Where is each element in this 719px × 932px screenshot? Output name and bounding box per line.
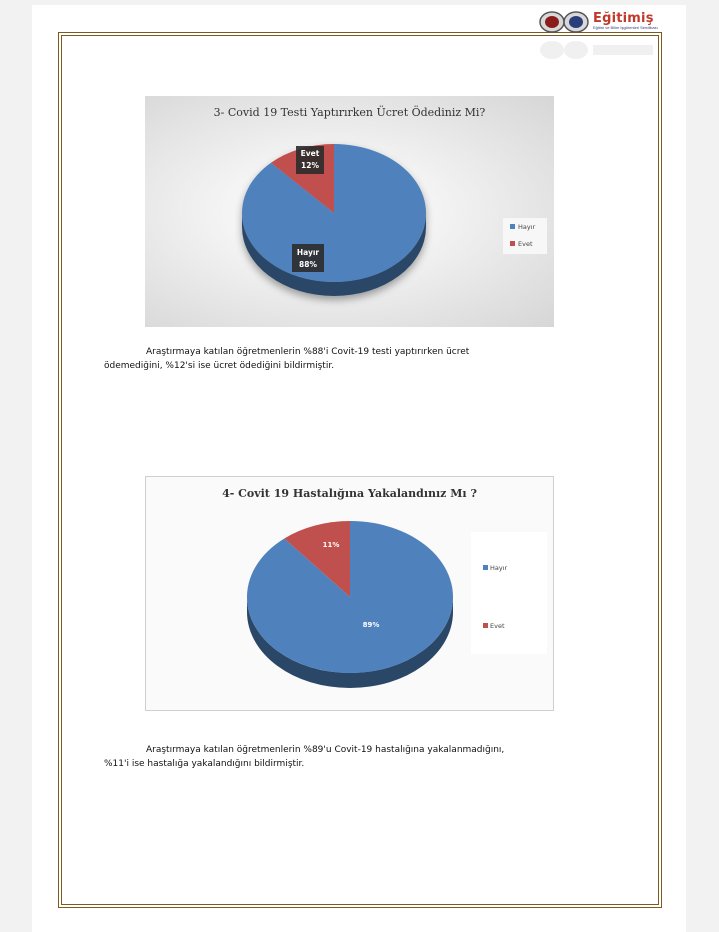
- legend-swatch-hayir: [483, 565, 488, 570]
- legend-label-hayir: Hayır: [490, 564, 508, 572]
- data-label-evet-name: Evet: [300, 149, 320, 158]
- legend-swatch-evet: [510, 241, 515, 246]
- data-label-hayir-value: 89%: [362, 621, 380, 629]
- chart-title: 3- Covid 19 Testi Yaptırırken Ücret Ödediniz Mi?: [213, 106, 486, 119]
- legend-swatch-hayir: [510, 224, 515, 229]
- paragraph-covid-test: [104, 345, 544, 373]
- chart-plot: [145, 96, 554, 327]
- paragraph-line: %11'i ise hastalığa yakalandığını bildirmiştir.: [104, 759, 305, 769]
- chart-plot: [146, 477, 555, 712]
- chart-covid-infection: [145, 476, 554, 711]
- chart-title: 4- Covit 19 Hastalığına Yakalandınız Mı ?: [222, 487, 477, 500]
- paragraph-line: Araştırmaya katılan öğretmenlerin %89'u Covit-19 hastalığına yakalanmadığını,: [146, 745, 505, 755]
- logo-reflection-icon: [538, 40, 660, 60]
- paragraph-line: Araştırmaya katılan öğretmenlerin %88'i Covit-19 testi yaptırırken ücret: [146, 347, 470, 357]
- legend-swatch-evet: [483, 623, 488, 628]
- paragraph-covid-infection: [104, 743, 544, 771]
- legend-label-hayir: Hayır: [518, 223, 536, 231]
- legend-label-evet: Evet: [490, 622, 505, 630]
- data-label-evet-value: 12%: [301, 161, 319, 170]
- legend-label-evet: Evet: [518, 240, 533, 248]
- data-label-hayir-name: Hayır: [296, 248, 320, 257]
- data-label-hayir-value: 88%: [299, 260, 317, 269]
- data-label-evet-value: 11%: [322, 541, 340, 549]
- paragraph-line: ödemediğini, %12'si ise ücret ödediğini bildirmiştir.: [104, 361, 335, 371]
- logo-text: Eğitimiş: [593, 11, 654, 26]
- logo-subtitle: Eğitim ve Bilim İşgörenleri Sendikası: [593, 25, 658, 30]
- legend-box: [471, 532, 547, 654]
- chart-covid-test-fee: [145, 96, 554, 327]
